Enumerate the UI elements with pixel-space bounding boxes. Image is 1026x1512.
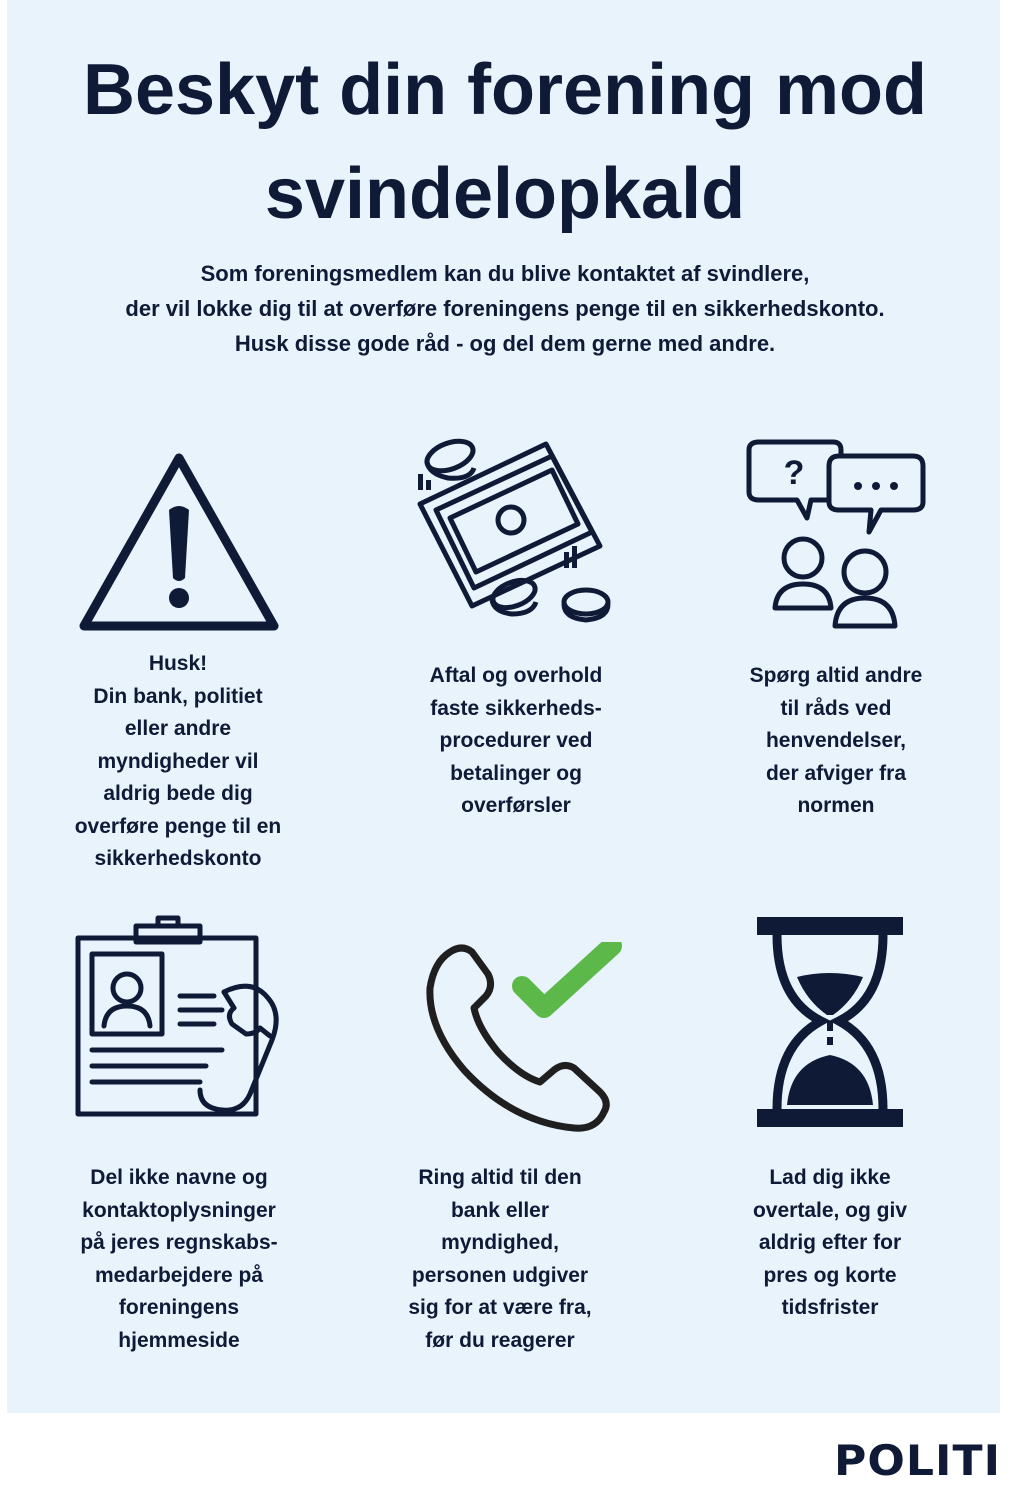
caption-line: tidsfrister [781, 1296, 879, 1319]
intro-line-2: der vil lokke dig til at overføre foreningens penge til en sikkerhedskonto. [125, 296, 885, 321]
svg-text:?: ? [783, 454, 805, 492]
caption-line: Ring altid til den [418, 1166, 582, 1189]
caption-line: Aftal og overhold [429, 664, 603, 687]
hourglass-icon [757, 917, 903, 1127]
caption-line: aldrig efter for [758, 1231, 902, 1254]
caption-line: pres og korte [763, 1263, 897, 1287]
phone-checkmark-icon [424, 942, 630, 1134]
warning-triangle-icon [76, 450, 282, 632]
caption-line: overføre penge til en [74, 814, 282, 838]
caption-line: medarbejdere på [94, 1263, 264, 1287]
caption-line: faste sikkerheds- [430, 696, 602, 720]
caption-line: Husk! [148, 652, 208, 675]
intro-text [10, 256, 1000, 361]
caption-line: normen [797, 794, 875, 817]
caption-line: kontaktoplysninger [82, 1198, 276, 1222]
caption-line: eller andre [124, 717, 232, 740]
caption-line: foreningens [118, 1296, 240, 1319]
caption-line: på jeres regnskabs- [80, 1231, 278, 1254]
tip-caption-5 [350, 1162, 650, 1357]
caption-line: overførsler [461, 794, 571, 817]
tip-caption-6 [680, 1162, 980, 1325]
caption-line: myndighed, [441, 1231, 559, 1254]
intro-line-1: Som foreningsmedlem kan du blive kontaktet af svindlere, [200, 261, 810, 286]
people-speech-bubbles-icon [745, 438, 927, 630]
politi-logo: POLITI [834, 1436, 1002, 1485]
caption-line: overtale, og giv [752, 1198, 908, 1222]
caption-line: Del ikke navne og [90, 1166, 268, 1189]
caption-line: procedurer ved [439, 729, 593, 752]
tip-caption-3 [686, 660, 986, 823]
caption-line: aldrig bede dig [103, 782, 253, 805]
caption-line: betalinger og [450, 761, 582, 785]
caption-line: før du reagerer [425, 1328, 575, 1352]
page-title-line-1: Beskyt din forening mod [82, 50, 928, 130]
tip-caption-4 [30, 1162, 328, 1357]
tip-caption-2 [366, 660, 666, 823]
page-title-line-2: svindelopkald [264, 154, 746, 234]
caption-line: Lad dig ikke [769, 1166, 891, 1189]
caption-line: myndigheder vil [97, 749, 259, 773]
caption-line: Spørg altid andre [749, 664, 923, 687]
caption-line: sig for at være fra, [408, 1296, 592, 1319]
caption-line: henvendelser, [765, 729, 907, 752]
caption-line: hjemmeside [118, 1328, 240, 1352]
tip-caption-1 [30, 648, 326, 876]
caption-line: bank eller [450, 1198, 550, 1222]
caption-line: sikkerhedskonto [94, 847, 262, 870]
caption-line: personen udgiver [411, 1263, 589, 1287]
caption-line: der afviger fra [765, 761, 907, 785]
money-banknotes-coins-icon [414, 436, 614, 630]
caption-line: Din bank, politiet [93, 684, 263, 708]
clipboard-profile-phone-icon [74, 914, 280, 1128]
caption-line: til råds ved [780, 696, 892, 720]
intro-line-3: Husk disse gode råd - og del dem gerne med andre. [234, 331, 776, 356]
